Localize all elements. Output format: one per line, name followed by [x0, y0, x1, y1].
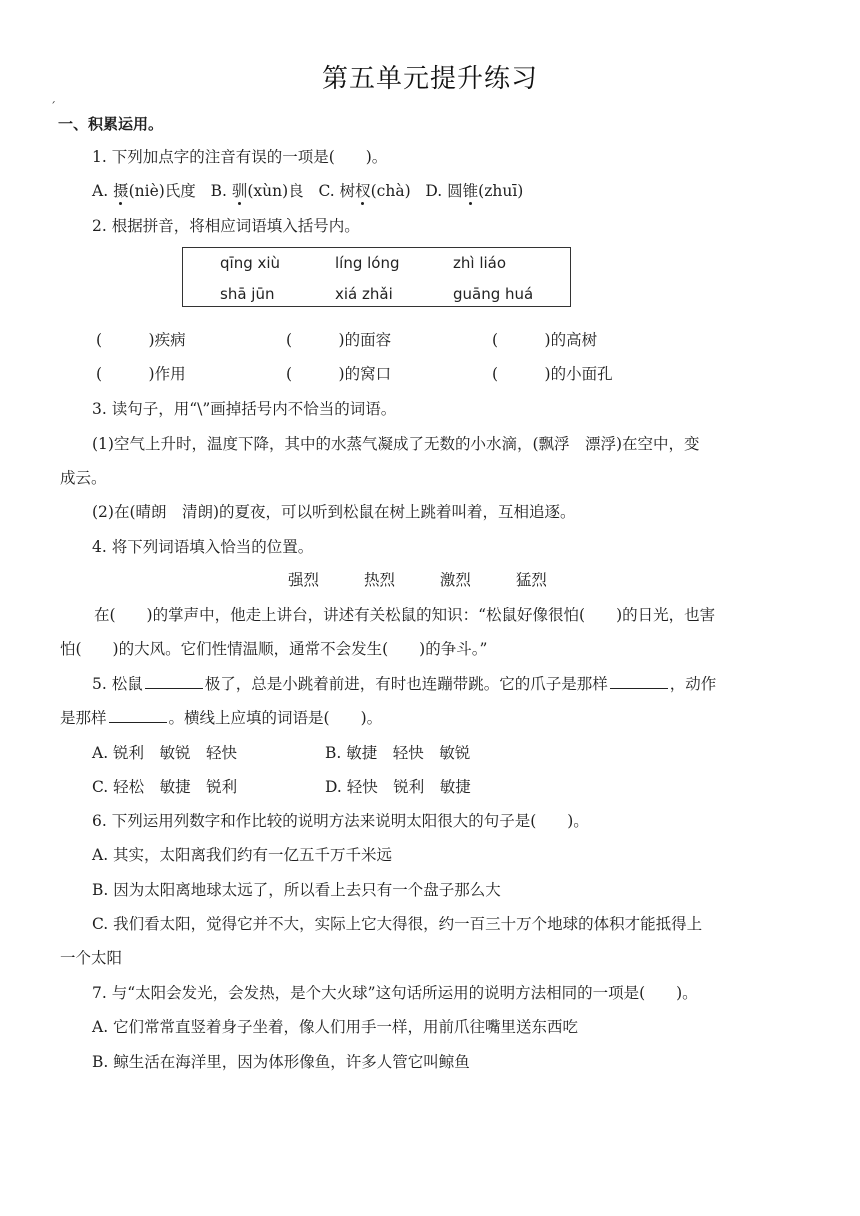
q5-option-b: B. 敏捷 轻快 敏锐 — [325, 744, 471, 762]
q5-option-d: D. 轻快 锐利 敏捷 — [325, 778, 471, 796]
q2-blank-item: ( )的面容 — [286, 331, 392, 349]
pinyin-item: zhì liáo — [453, 254, 507, 272]
pinyin-item: guāng huá — [453, 285, 534, 303]
q5-line-1: 5. 松鼠 极了，总是小跳着前进，有时也连蹦带跳。它的爪子是那样 ，动作 — [92, 675, 717, 693]
pinyin-item: shā jūn — [220, 285, 275, 303]
pinyin-box — [182, 247, 571, 307]
word-bank-item: 激烈 — [439, 571, 471, 589]
q4-passage-line-2: 怕( )的大风。它们性情温顺，通常不会发生( )的争斗。” — [60, 640, 488, 658]
word-bank-item: 强烈 — [288, 571, 320, 589]
pinyin-item: qīng xiù — [220, 254, 281, 272]
q1-option-b: B. 驯(xùn)良 — [210, 182, 304, 200]
q4-passage-line-1: 在( )的掌声中，他走上讲台，讲述有关松鼠的知识：“松鼠好像很怕( )的日光，也害 — [94, 606, 716, 624]
q7-option-a: A. 它们常常直竖着身子坐着，像人们用手一样，用前爪往嘴里送东西吃 — [92, 1018, 579, 1036]
q5-option-a: A. 锐利 敏锐 轻快 — [92, 744, 238, 762]
q2-blank-item: ( )的小面孔 — [492, 365, 613, 383]
q6-option-c: C. 我们看太阳，觉得它并不大，实际上它大得很，约一百三十万个地球的体积才能抵得上 — [92, 915, 703, 933]
word-bank-item: 猛烈 — [515, 571, 547, 589]
pinyin-item: líng lóng — [335, 254, 400, 272]
section-heading: 一、积累运用。 — [58, 115, 164, 133]
scan-mark: ˊ — [50, 100, 56, 114]
q6-option-c-cont: 一个太阳 — [60, 949, 123, 967]
q7-option-b: B. 鲸生活在海洋里，因为体形像鱼，许多人管它叫鲸鱼 — [92, 1053, 470, 1071]
q2-blank-item: ( )疾病 — [96, 331, 186, 349]
q6-option-b: B. 因为太阳离地球太远了，所以看上去只有一个盘子那么大 — [92, 881, 501, 899]
q1-options — [92, 179, 523, 201]
q1-option-d: D. 圆锥(zhuī) — [425, 182, 524, 200]
q1-option-c: C. 树杈(chà) — [318, 182, 411, 200]
page-title: 第五单元提升练习 — [321, 64, 538, 94]
word-bank-item: 热烈 — [363, 571, 395, 589]
q2-blank-item: ( )作用 — [96, 365, 186, 383]
q3-sentence-2: (2)在(晴朗 清朗)的夏夜，可以听到松鼠在树上跳着叫着，互相追逐。 — [92, 503, 576, 521]
q2-stem: 2. 根据拼音，将相应词语填入括号内。 — [92, 217, 360, 235]
q4-stem: 4. 将下列词语填入恰当的位置。 — [92, 538, 314, 556]
q1-option-a: A. 摄(niè)氏度 — [92, 182, 196, 200]
q7-stem: 7. 与“太阳会发光，会发热，是个大火球”这句话所运用的说明方法相同的一项是( )。 — [92, 984, 698, 1002]
q2-blank-item: ( )的窝口 — [286, 365, 392, 383]
q1-stem: 1. 下列加点字的注音有误的一项是( )。 — [92, 148, 388, 166]
answer-blank[interactable] — [109, 708, 167, 723]
answer-blank[interactable] — [610, 674, 668, 689]
pinyin-item: xiá zhǎi — [335, 285, 393, 303]
q6-option-a: A. 其实，太阳离我们约有一亿五千万千米远 — [92, 846, 393, 864]
answer-blank[interactable] — [145, 674, 203, 689]
q3-sentence-1-cont: 成云。 — [60, 469, 107, 487]
q3-sentence-1: (1)空气上升时，温度下降，其中的水蒸气凝成了无数的小水滴，(飘浮 漂浮)在空中，变 — [92, 435, 700, 453]
q4-word-bank — [288, 568, 587, 590]
q5-option-c: C. 轻松 敏捷 锐利 — [92, 778, 238, 796]
q2-blank-item: ( )的高树 — [492, 331, 598, 349]
q6-stem: 6. 下列运用列数字和作比较的说明方法来说明太阳很大的句子是( )。 — [92, 812, 589, 830]
q5-line-2: 是那样 。横线上应填的词语是( )。 — [60, 709, 383, 727]
q3-stem: 3. 读句子，用“\”画掉括号内不恰当的词语。 — [92, 400, 397, 418]
